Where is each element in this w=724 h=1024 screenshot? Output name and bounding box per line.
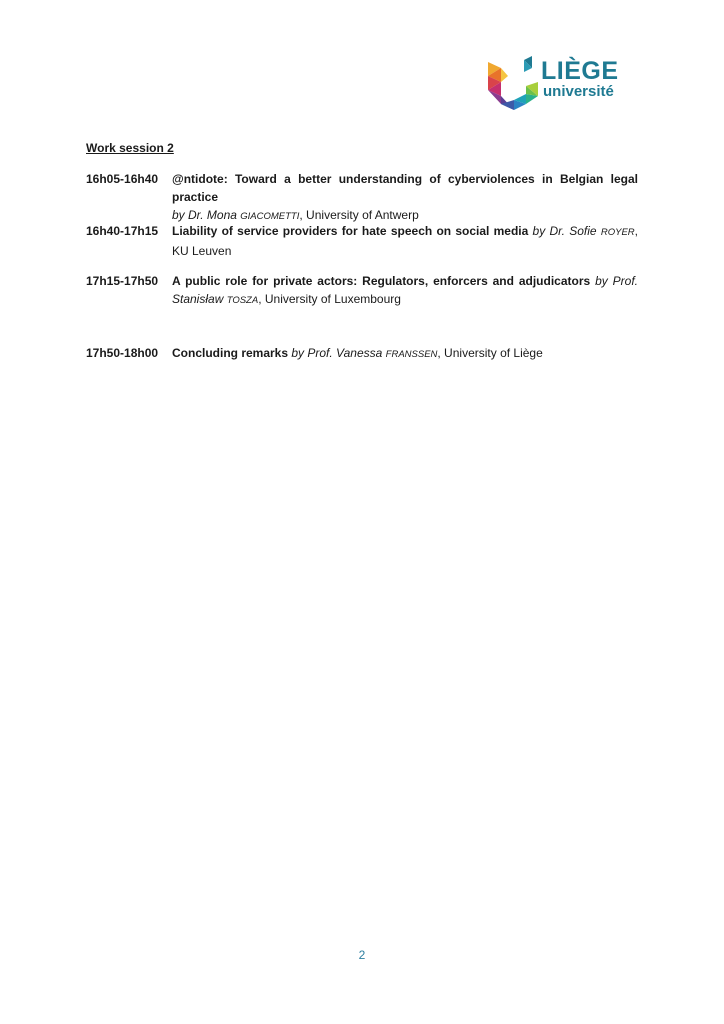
session-heading: Work session 2 [86, 141, 174, 155]
item-description [172, 222, 638, 260]
logo-subtitle: université [543, 83, 614, 100]
item-title: A public role for private actors: Regulators, enforcers and adjudicators [172, 274, 591, 288]
item-description [172, 272, 638, 310]
item-affiliation: , University of Antwerp [299, 208, 419, 222]
programme-item [86, 272, 638, 310]
item-affiliation: , KU Leuven [172, 224, 638, 258]
item-speaker-prefix: by Prof. Stanisław [172, 274, 638, 306]
item-affiliation: , University of Luxembourg [258, 292, 401, 306]
item-title: @ntidote: Toward a better understanding of cyberviolences in Belgian legal practice [172, 172, 638, 204]
item-speaker-prefix: by Dr. Mona [172, 208, 237, 222]
programme-item [86, 170, 638, 226]
item-time: 17h50-18h00 [86, 346, 159, 360]
item-title: Liability of service providers for hate speech on social media [172, 224, 529, 238]
item-speaker-surname: ROYER [600, 227, 635, 238]
logo-title: LIÈGE [541, 57, 619, 85]
programme-item [86, 222, 638, 260]
item-speaker-prefix: by Dr. Sofie [532, 224, 597, 238]
logo-mosaic-icon [488, 56, 538, 110]
item-title: Concluding remarks [172, 346, 289, 360]
item-speaker-surname: FRANSSEN [385, 349, 438, 360]
item-speaker-prefix: by Prof. Vanessa [291, 346, 383, 360]
item-speaker-surname: TOSZA [226, 295, 259, 306]
liege-university-logo [488, 56, 628, 112]
item-description [172, 170, 638, 226]
item-time: 17h15-17h50 [86, 274, 159, 288]
item-speaker-surname: GIACOMETTI [240, 211, 300, 222]
item-description [172, 344, 638, 364]
item-time: 16h40-17h15 [86, 224, 159, 238]
page-number: 2 [358, 948, 366, 962]
programme-item [86, 344, 638, 364]
item-time: 16h05-16h40 [86, 172, 159, 186]
item-affiliation: , University of Liège [437, 346, 543, 360]
